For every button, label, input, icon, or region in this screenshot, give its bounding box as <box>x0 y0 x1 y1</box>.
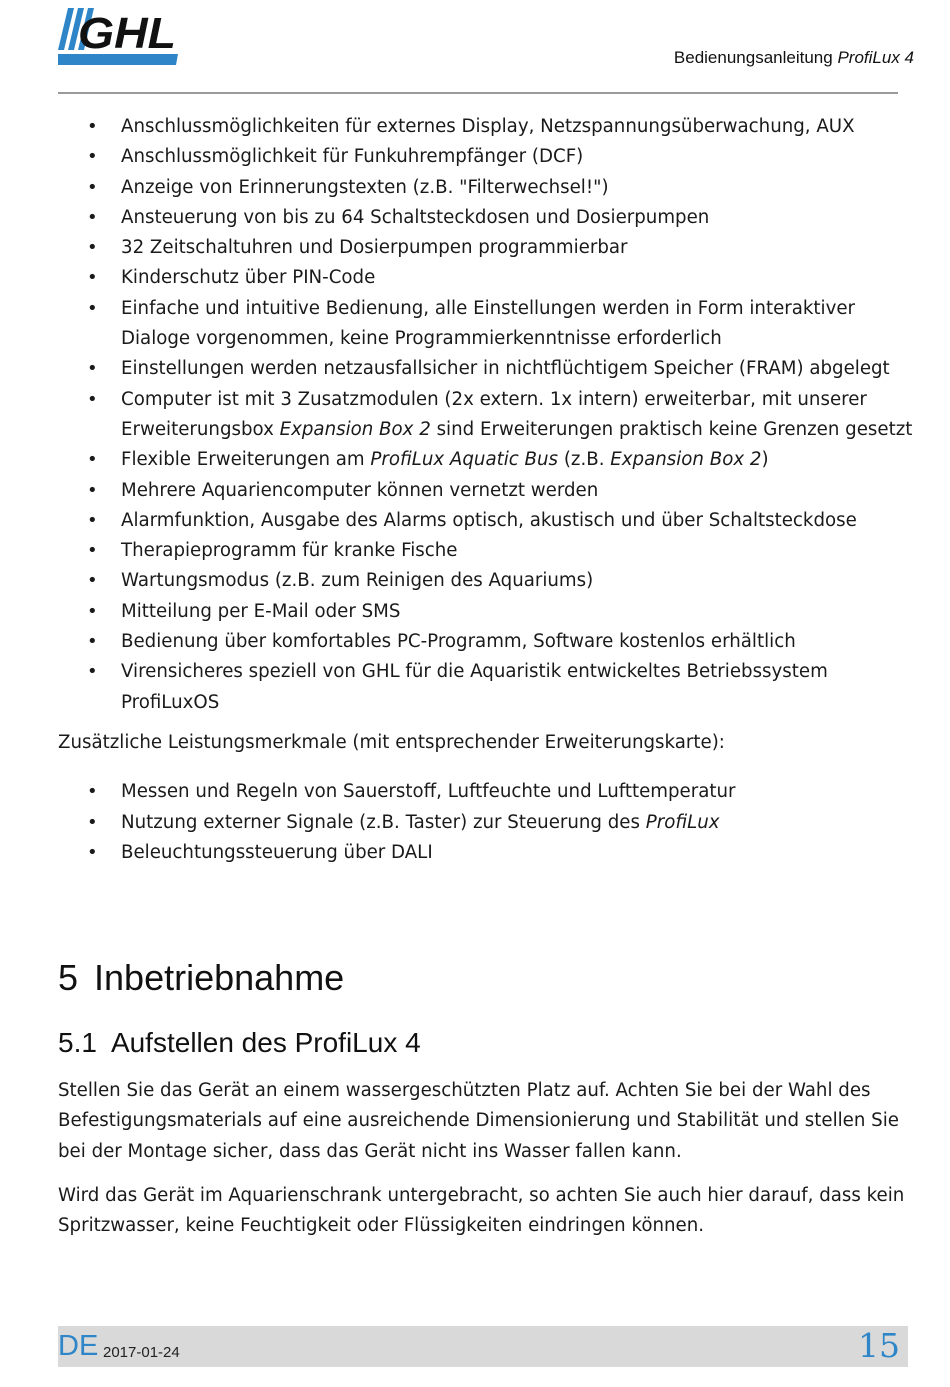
list-item <box>58 657 908 718</box>
additional-intro: Zusätzliche Leistungsmerkmale (mit entsprechender Erweiterungskarte): <box>58 731 725 753</box>
footer-language: DE <box>58 1330 99 1362</box>
list-item-text: Einstellungen werden netzausfallsicher in nichtflüchtigem Speicher (FRAM) abgelegt <box>121 358 890 380</box>
subsection-title: Aufstellen des ProfiLux 4 <box>110 1027 421 1059</box>
page-header <box>58 0 914 94</box>
feature-list <box>58 112 913 718</box>
list-item-emphasis: Expansion Box 2 <box>610 449 762 471</box>
list-item-text: Anzeige von Erinnerungstexten (z.B. "Filterwechsel!") <box>121 176 609 198</box>
paragraph-line: Wird das Gerät im Aquarienschrank untergebracht, so achten Sie auch hier darauf, dass kein <box>58 1185 905 1207</box>
list-item-text: Anschlussmöglichkeiten für externes Display, Netzspannungsüberwachung, AUX <box>121 116 855 137</box>
list-item-text: Anschlussmöglichkeit für Funkuhrempfänger (DCF) <box>121 146 584 168</box>
list-item <box>58 112 908 142</box>
list-item-text: Virensicheres speziell von GHL für die Aquaristik entwickeltes Betriebssystem <box>121 661 828 683</box>
list-item <box>58 808 908 838</box>
section-number: 5 <box>58 957 79 999</box>
list-item <box>58 506 908 536</box>
subsection-heading <box>58 1025 908 1061</box>
list-item-text: Erweiterungsbox <box>121 418 280 440</box>
list-item-text: Alarmfunktion, Ausgabe des Alarms optisch, akustisch und über Schaltsteckdose <box>121 509 857 531</box>
list-item-text: Computer ist mit 3 Zusatzmodulen (2x extern. 1x intern) erweiterbar, mit unserer <box>121 388 867 410</box>
list-item-text: Dialoge vorgenommen, keine Programmierkenntnisse erforderlich <box>121 328 722 350</box>
list-item-text: Ansteuerung von bis zu 64 Schaltsteckdosen und Dosierpumpen <box>121 206 710 228</box>
paragraph-cabinet <box>58 1181 908 1242</box>
list-item-text: Beleuchtungssteuerung über DALI <box>121 841 433 863</box>
list-item-text: Kinderschutz über PIN-Code <box>121 267 376 289</box>
list-item <box>58 627 908 657</box>
logo-text: GHL <box>78 9 176 58</box>
list-item-text: Einfache und intuitive Bedienung, alle Einstellungen werden in Form interaktiver <box>121 297 856 319</box>
list-item <box>58 142 908 172</box>
list-item-text: Therapieprogramm für kranke Fische <box>121 540 458 562</box>
list-item-text: ) <box>761 449 769 471</box>
list-item-text: Nutzung externer Signale (z.B. Taster) zur Steuerung des <box>121 811 646 833</box>
ghl-logo-icon <box>58 8 180 66</box>
list-item-emphasis: Expansion Box 2 <box>279 418 431 440</box>
list-item <box>58 597 908 627</box>
list-item-text: Mehrere Aquariencomputer können vernetzt werden <box>121 479 599 501</box>
list-item-text: Wartungsmodus (z.B. zum Reinigen des Aquariums) <box>121 570 594 592</box>
list-item <box>58 838 908 868</box>
list-item-text: Bedienung über komfortables PC-Programm, Software kostenlos erhältlich <box>121 631 796 653</box>
list-item-emphasis: ProfiLux Aquatic Bus <box>370 449 559 471</box>
page-content <box>58 112 913 1242</box>
paragraph-line: Spritzwasser, keine Feuchtigkeit oder Flüssigkeiten eindringen können. <box>58 1215 705 1237</box>
list-item-text: Mitteilung per E-Mail oder SMS <box>121 600 401 622</box>
section-heading <box>58 956 908 1000</box>
list-item <box>58 294 908 355</box>
paragraph-line: Stellen Sie das Gerät an einem wassergeschützten Platz auf. Achten Sie bei der Wahl des <box>58 1080 871 1102</box>
additional-feature-list <box>58 777 908 868</box>
list-item-text: ProfiLuxOS <box>121 691 220 713</box>
header-title-product: ProfiLux 4 <box>837 48 914 67</box>
paragraph-line: Befestigungsmaterials auf eine ausreichende Dimensionierung und Stabilität und stellen Sie <box>58 1110 899 1132</box>
list-item-text: (z.B. <box>558 449 611 471</box>
header-title <box>674 48 914 68</box>
list-item <box>58 445 908 475</box>
header-title-prefix: Bedienungsanleitung <box>673 48 833 67</box>
list-item-text: 32 Zeitschaltuhren und Dosierpumpen programmierbar <box>121 237 628 259</box>
list-item <box>58 263 908 293</box>
list-item <box>58 354 908 384</box>
list-item <box>58 233 908 263</box>
list-item <box>58 173 908 203</box>
list-item <box>58 536 908 566</box>
page-number: 15 <box>858 1326 900 1365</box>
subsection-number: 5.1 <box>58 1027 97 1059</box>
list-item-emphasis: ProfiLux <box>645 811 720 833</box>
paragraph-line: bei der Montage sicher, dass das Gerät nicht ins Wasser fallen kann. <box>58 1140 682 1162</box>
list-item <box>58 385 913 446</box>
list-item <box>58 476 908 506</box>
list-item-text: sind Erweiterungen praktisch keine Grenzen gesetzt <box>430 418 913 440</box>
list-item <box>58 777 908 807</box>
page-footer <box>58 1326 908 1367</box>
section-title: Inbetriebnahme <box>94 957 345 999</box>
footer-date: 2017-01-24 <box>103 1344 180 1361</box>
list-item <box>58 203 908 233</box>
paragraph-setup <box>58 1076 908 1167</box>
list-item <box>58 566 908 596</box>
list-item-text: Messen und Regeln von Sauerstoff, Luftfeuchte und Lufttemperatur <box>121 781 736 803</box>
list-item-text: Flexible Erweiterungen am <box>121 449 371 471</box>
